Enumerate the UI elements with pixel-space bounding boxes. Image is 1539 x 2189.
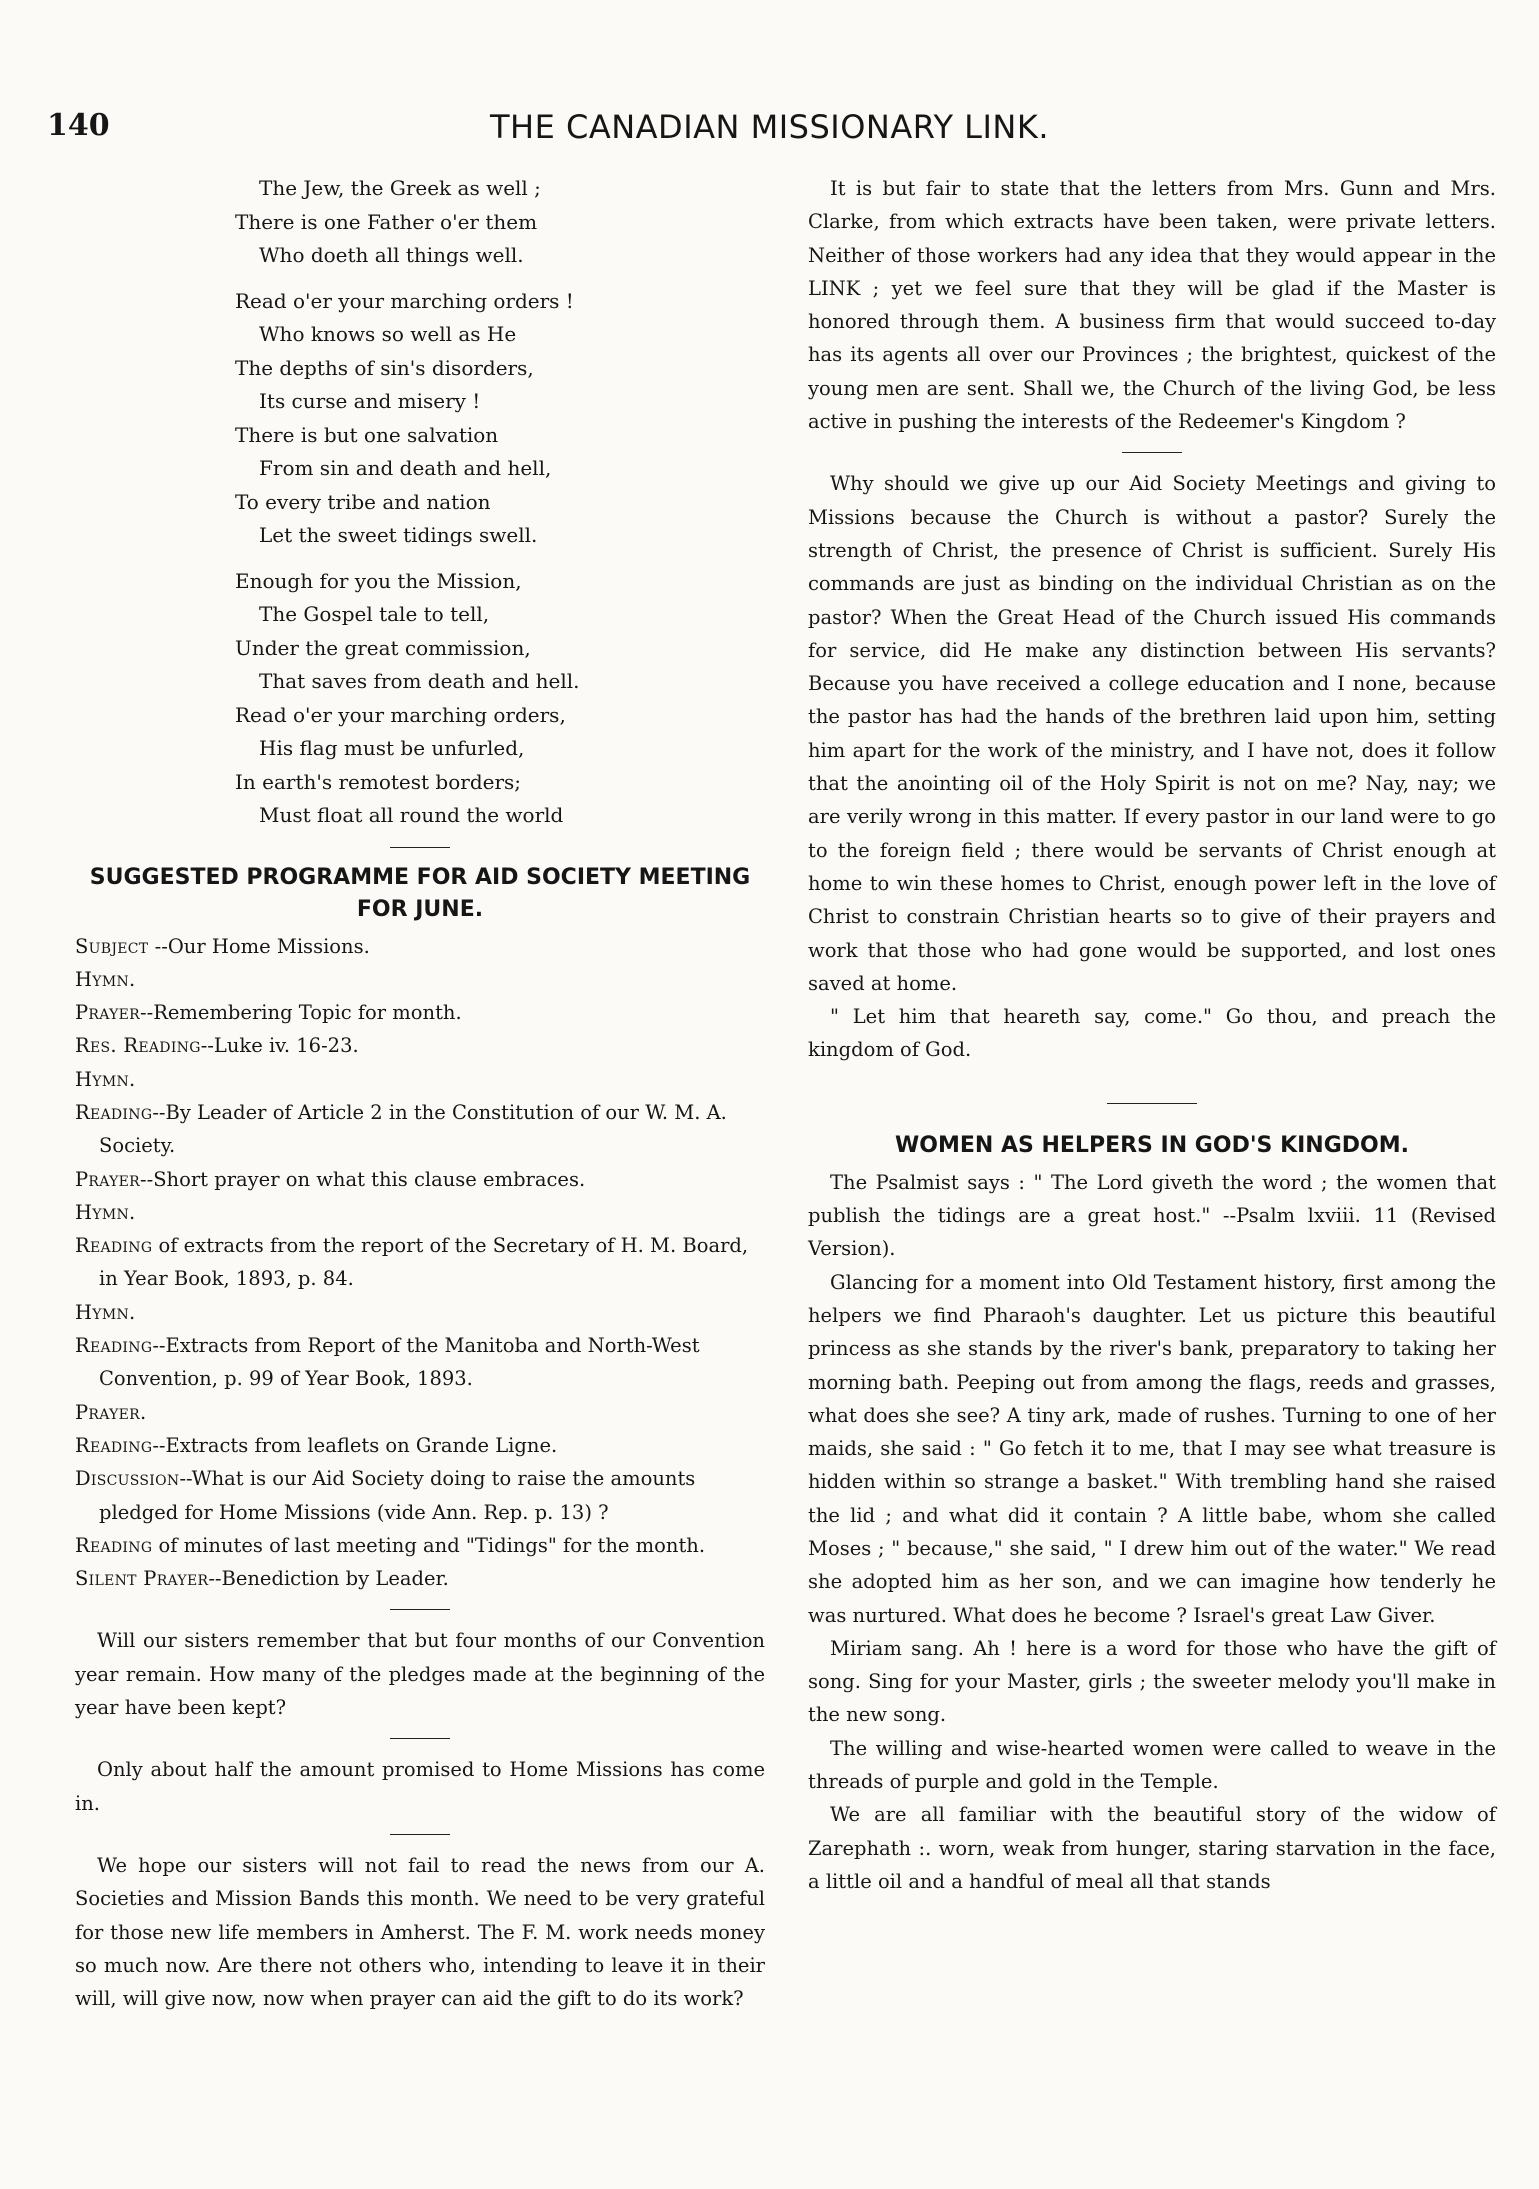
poem-line: His flag must be unfurled, [259,736,525,760]
poem-line: Its curse and misery ! [259,389,481,413]
programme-item [75,1163,765,1196]
programme-item-key: Silent Prayer [75,1567,209,1591]
programme-item-text: of extracts from the report of the Secretary of H. M. Board, in Year Book, 1893, p. 84. [99,1234,749,1291]
programme-item-text: --Our Home Missions. [148,934,370,958]
women-section-heading: WOMEN AS HELPERS IN GOD'S KINGDOM. [895,1132,1409,1158]
paragraph: Glancing for a moment into Old Testament history, first among the helpers we find Pharaoh's daughter. Let us picture this beautiful princess as she stands by the river's bank, preparatory to taking her morning bath. Peeping out from among the flags, reeds and grasses, what does she see? A tiny ark, made of rushes. Turning to one of her maids, she said : " Go fetch it to me, that I may see what treasure is hidden within so strange a basket." With trembling hand she raised the lid ; and what did it contain ? A little babe, whom she called Moses ; " because," she said, " I drew him out of the water." We read she adopted him as her son, and we can imagine how tenderly he was nurtured. What does he become ? Israel's great Law Giver. [808,1270,1496,1627]
poem-line: Read o'er your marching orders ! [235,288,574,313]
programme-item [75,1396,765,1429]
paragraph: Miriam sang. Ah ! here is a word for those who have the gift of song. Sing for your Master, girls ; the sweeter melody you'll make in the new song. [808,1636,1496,1727]
section-divider [390,1609,450,1610]
programme-item-text: --Short prayer on what this clause embraces. [140,1167,586,1191]
programme-item-key: Reading [75,1533,153,1557]
programme-item-text: --Benediction by Leader. [208,1567,449,1591]
programme-item-key: Reading [75,1100,153,1124]
poem-line: There is but one salvation [235,422,499,447]
poem-line: Who doeth all things well. [259,243,524,267]
programme-item-key: Subject [75,934,149,958]
page-header [0,108,1539,158]
paragraph: It is but fair to state that the letters from Mrs. Gunn and Mrs. Clarke, from which extracts have been taken, were private letters. Neither of those workers had any idea that they would appear in the LINK ; yet we feel sure that they will be glad if the Master is honored through them. A business firm that would succeed to-day has its agents all over our Provinces ; the brightest, quickest of the young men are sent. Shall we, the Church of the living God, be less active in pushing the interests of the Redeemer's Kingdom ? [808,177,1496,434]
poem-line: The Gospel tale to tell, [259,602,490,626]
programme-item-text: --Extracts from Report of the Manitoba and North-West Convention, p. 99 of Year Book, 1893. [99,1334,700,1391]
programme-item-key: Reading [75,1234,153,1258]
section-divider [390,1738,450,1739]
poem-line: In earth's remotest borders; [235,769,522,794]
poem-line: Who knows so well as He [259,322,517,346]
programme-item [75,1329,765,1396]
paragraph: " Let him that heareth say, come." Go thou, and preach the kingdom of God. [808,1005,1496,1062]
section-divider [390,1834,450,1835]
programme-item-key: Reading [75,1334,153,1358]
programme-item-text: --Remembering Topic for month. [140,1001,462,1025]
programme-item [75,1529,765,1562]
paragraph: Will our sisters remember that but four months of our Convention year remain. How many of the pledges made at the beginning of the year have been kept? [75,1629,765,1720]
journal-title: THE CANADIAN MISSIONARY LINK. [489,108,1050,146]
programme-item [75,1029,765,1062]
programme-item [75,1229,765,1296]
section-divider [390,847,450,848]
programme-item-key: Hymn. [75,967,136,991]
programme-item-key: Res. Reading [75,1034,201,1058]
programme-item [75,1562,765,1595]
paragraph: We hope our sisters will not fail to read the news from our A. Societies and Mission Bands this month. We need to be very grateful for those new life members in Amherst. The F. M. work needs money so much now. Are there not others who, intending to leave it in their will, will give now, now when prayer can aid the gift to do its work? [75,1853,765,2011]
poem-stanza [235,565,765,833]
poem-line: Enough for you the Mission, [235,568,522,593]
programme-heading: SUGGESTED PROGRAMME FOR AID SOCIETY MEETING FOR JUNE. [89,864,751,922]
poem-line: To every tribe and nation [235,489,491,514]
poem-line: From sin and death and hell, [259,456,552,480]
poem-line: Let the sweet tidings swell. [259,523,538,547]
programme-item-text: --Luke iv. 16-23. [200,1034,359,1058]
programme-item-text: of minutes of last meeting and "Tidings" for the month. [152,1533,706,1557]
poem-line: The Jew, the Greek as well ; [259,176,541,200]
programme-item-key: Hymn. [75,1200,136,1224]
poem-line: Must float all round the world [259,803,564,827]
right-column [808,172,1496,1898]
section-divider [1122,452,1182,453]
poem-line: Under the great commission, [235,635,531,660]
programme-item [75,1296,765,1329]
poem-line: That saves from death and hell. [259,669,580,693]
programme-item-key: Prayer [75,1001,141,1025]
programme-item-text: --What is our Aid Society doing to raise the amounts pledged for Home Missions (vide Ann. Rep. p. 13) ? [99,1467,696,1524]
poem-stanza [235,285,765,553]
programme-item [75,996,765,1029]
paragraph: The willing and wise-hearted women were called to weave in the threads of purple and gold in the Temple. [808,1736,1496,1794]
programme-item [75,1429,765,1462]
paragraph: Only about half the amount promised to Home Missions has come in. [75,1758,765,1815]
programme-item [75,963,765,996]
programme-item-key: Hymn. [75,1067,136,1091]
poem-line: There is one Father o'er them [235,209,538,234]
section-divider [1107,1103,1197,1104]
programme-item-key: Prayer. [75,1400,147,1424]
programme-item [75,1096,765,1163]
poem-stanza [235,172,765,273]
poem [235,172,765,833]
paragraph: We are all familiar with the beautiful story of the widow of Zarephath :. worn, weak from hunger, staring starvation in the face, a little oil and a handful of meal all that stands [808,1803,1496,1893]
programme-list [75,930,765,1596]
left-column [75,172,765,2015]
programme-item [75,1196,765,1229]
poem-line: The depths of sin's disorders, [235,355,534,380]
page-number: 140 [47,108,110,143]
programme-item-key: Discussion [75,1467,180,1491]
programme-item [75,930,765,963]
paragraph: The Psalmist says : " The Lord giveth the word ; the women that publish the tidings are a great host." --Psalm lxviii. 11 (Revised Version). [808,1170,1496,1261]
poem-line: Read o'er your marching orders, [235,702,566,727]
programme-item-text: --By Leader of Article 2 in the Constitution of our W. M. A. Society. [99,1100,727,1158]
programme-item-text: --Extracts from leaflets on Grande Ligne. [152,1433,558,1457]
programme-item-key: Reading [75,1433,153,1457]
programme-item-key: Prayer [75,1167,141,1191]
programme-item [75,1462,765,1529]
programme-item-key: Hymn. [75,1300,136,1324]
paragraph: Why should we give up our Aid Society Meetings and giving to Missions because the Church is without a pastor? Surely the strength of Christ, the presence of Christ is sufficient. Surely His commands are just as binding on the individual Christian as on the pastor? When the Great Head of the Church issued His commands for service, did He make any distinction between His servants? Because you have received a college education and I none, because the pastor has had the hands of the brethren laid upon him, setting him apart for the work of the ministry, and I have not, does it follow that the anointing oil of the Holy Spirit is not on me? Nay, nay; we are verily wrong in this matter. If every pastor in our land were to go to the foreign field ; there would be servants of Christ enough at home to win these homes to Christ, enough power left in the love of Christ to constrain Christian hearts so to give of their prayers and work that those who had gone would be supported, and lost ones saved at home. [808,472,1496,995]
programme-item [75,1063,765,1096]
